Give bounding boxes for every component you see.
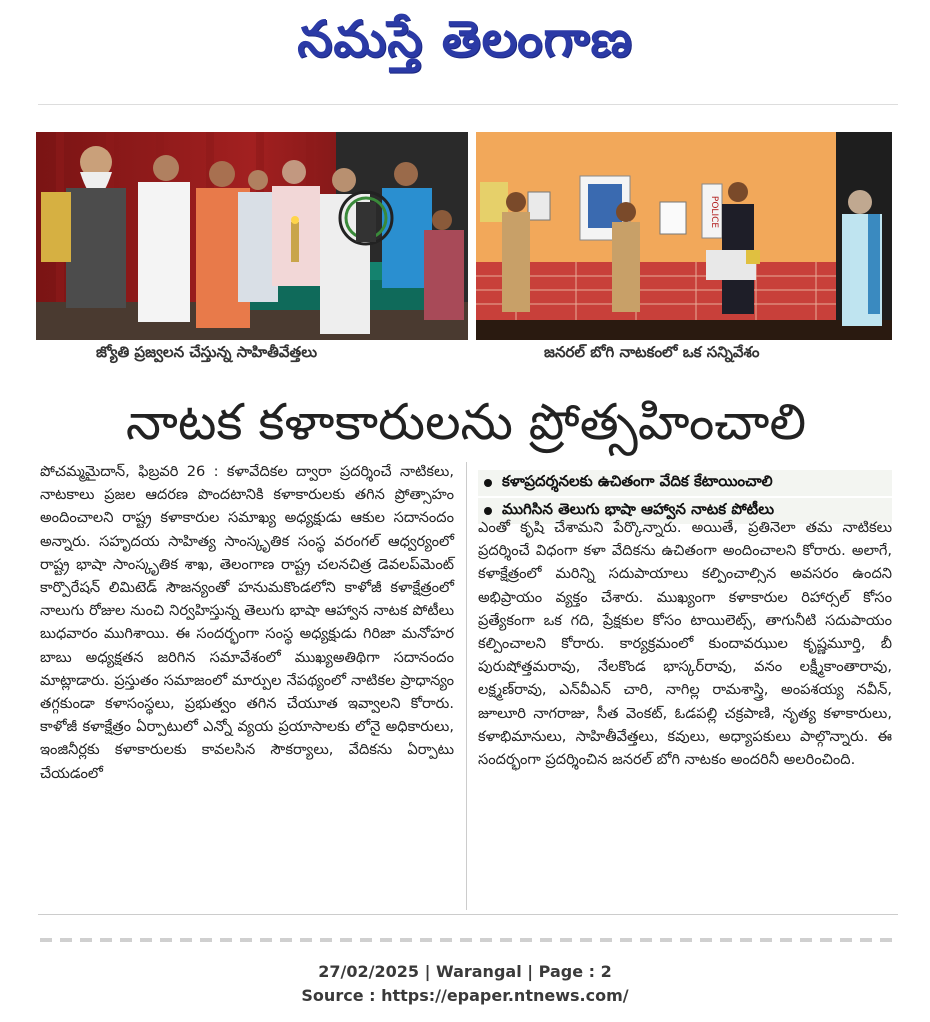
highlight-text: ముగిసిన తెలుగు భాషా ఆహ్వాన నాటక పోటీలు — [502, 500, 775, 518]
bullet-icon — [484, 479, 492, 487]
footer-date-line: 27/02/2025 | Warangal | Page : 2 — [318, 962, 612, 981]
lamp-lighting-illustration — [36, 132, 468, 340]
photo-lamp-lighting — [36, 132, 468, 340]
article-headline: నాటక కళాకారులను ప్రోత్సహించాలి — [125, 393, 807, 451]
article-text-left: పోచమ్మమైదాన్, ఫిబ్రవరి 26 : కళావేదికల ద్వారా ప్రదర్శించే నాటికలు, నాటకాలు ప్రజల ఆదరణ పొందటానికి కళాకారులకు తగిన ప్రోత్సాహం అందించాలని రాష్ట్ర కళాకారుల సమాఖ్య అధ్యక్షుడు ఆకుల సదానందం అన్నారు. సహృదయ సాహిత్య సాంస్కృతిక సంస్థ వరంగల్ ఆధ్వర్యంలో రాష్ట్ర భాషా సాంస్కృతిక శాఖ, తెలంగాణ రాష్ట్ర చలనచిత్ర డెవలప్‌మెంట్ కార్పొరేషన్ లిమిటెడ్ సౌజన్యంతో హనుమకొండలోని కాళోజీ కళాక్షేత్రంలో నాలుగు రోజుల నుంచి నిర్వహిస్తున్న తెలుగు భాషా ఆహ్వాన నాటక పోటీలు బుధవారం ముగిశాయి. ఈ సందర్భంగా సంస్థ అధ్యక్షుడు గిరిజా మనోహర బాబు అధ్యక్షతన జరిగిన సమావేశంలో ముఖ్యఅతిథిగా సదానందం మాట్లాడారు. ప్రస్తుతం సమాజంలో మార్పుల నేపథ్యంలో నాటికల ప్రాధాన్యం తగ్గకుండా కళాసంస్థలు, ప్రభుత్వం తగిన చేయూత ఇవ్వాలని కోరారు. కాళోజీ కళాక్షేత్రం ఏర్పాటులో ఎన్నో వ్యయ ప్రయాసాలకు లోనై అధికారులు, ఇంజినీర్లకు కళాకారులకు కావలసిన సౌకర్యాలు, వేదికను ఏర్పాటు చేయడంలో — [40, 463, 454, 782]
article-text-right: ఎంతో కృషి చేశామని పేర్కొన్నారు. అయితే, ప్రతినెలా తమ నాటికలు ప్రదర్శించే విధంగా కళా వేదికను ఉచితంగా అందించాలని కోరారు. అలాగే, కళాక్షేత్రంలో మరిన్ని సదుపాయాలు కల్పించాల్సిన అవసరం ఉందని అభిప్రాయం వ్యక్తం చేశారు. ముఖ్యంగా కళాకారుల రిహార్సల్ కోసం ప్రత్యేకంగా ఒక గది, ప్రేక్షకుల కోసం టాయిలెట్స్, తాగునీటి సదుపాయం కల్పించాలని కోరారు. కార్యక్రమంలో కుందావఝుల కృష్ణమూర్తి, బీ పురుషోత్తమరావు, నేలకొండ భాస్కర్‌రావు, వనం లక్ష్మీకాంతారావు, లక్ష్మణ్‌రావు, ఎన్‌వీఎన్ చారి, నాగిల్ల రామశాస్త్రి, అంపశయ్య నవీన్, జూలూరి నాగరాజు, సీత వెంకట్, ఓడపల్లి చక్రపాణి, నృత్య కళాకారులు, కళాభిమానులు, సాహితీవేత్తలు, కవులు, అధ్యాపకులు పాల్గొన్నారు. ఈ సందర్భంగా ప్రదర్శించిన జనరల్ బోగి నాటకం అందరినీ అలరించింది. — [478, 519, 892, 769]
bottom-divider — [38, 914, 898, 915]
column-divider — [466, 462, 467, 910]
article-column-left — [40, 460, 454, 785]
photo-drama-scene — [476, 132, 892, 340]
newspaper-title: నమస్తే తెలంగాణ — [297, 9, 633, 68]
photo-caption-right: జనరల్ బోగి నాటకంలో ఒక సన్నివేశం — [544, 343, 760, 361]
police-sign-text: POLICE — [709, 195, 719, 229]
photo-caption-left: జ్యోతి ప్రజ్వలన చేస్తున్న సాహితీవేత్తలు — [96, 343, 318, 361]
highlight-item — [478, 470, 892, 496]
highlight-text: కళాప్రదర్శనలకు ఉచితంగా వేదిక కేటాయించాలి — [502, 472, 773, 490]
bullet-icon — [484, 507, 492, 515]
clipping-edge — [40, 938, 892, 942]
drama-scene-illustration — [476, 132, 892, 340]
footer-source-line: Source : https://epaper.ntnews.com/ — [301, 986, 629, 1005]
top-divider — [38, 104, 898, 105]
article-column-right — [478, 516, 892, 771]
masthead — [0, 0, 930, 90]
